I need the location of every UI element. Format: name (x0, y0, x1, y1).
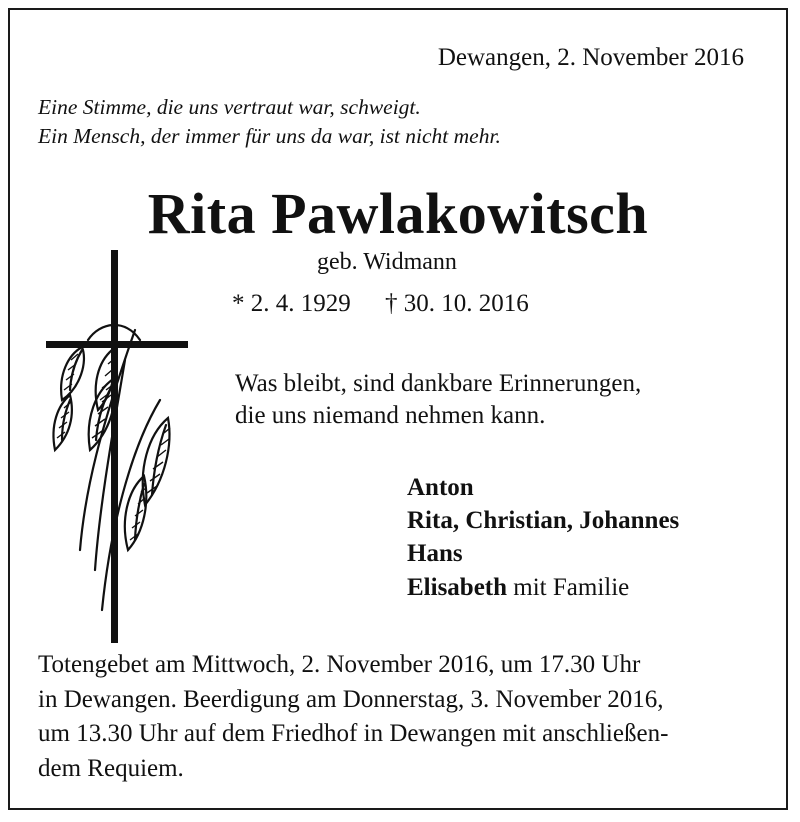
mourner-name: Hans (407, 540, 463, 567)
family-line-1 (407, 474, 474, 502)
mourner-suffix: mit Familie (513, 574, 630, 601)
quote-line-1: Was bleibt, sind dankbare Erinnerungen, (235, 370, 642, 397)
quote-line-2: die uns niemand nehmen kann. (235, 402, 546, 429)
service-line-2: in Dewangen. Beerdigung am Donnerstag, 3. November 2016, (38, 685, 664, 713)
family-line-4 (407, 574, 629, 602)
service-line-4: dem Requiem. (38, 754, 184, 782)
family-line-2 (407, 507, 679, 535)
death-date: † 30. 10. 2016 (385, 290, 529, 317)
verse-line-2: Ein Mensch, der immer für uns da war, ist nicht mehr. (38, 124, 501, 148)
cross-horizontal-beam (46, 341, 188, 348)
service-info (38, 648, 760, 786)
cross-with-wheat-icon (40, 250, 200, 650)
birth-date: * 2. 4. 1929 (232, 290, 351, 317)
life-dates (232, 290, 529, 318)
birth-name: geb. Widmann (317, 249, 457, 275)
mourner-name: Elisabeth (407, 574, 508, 601)
mourner-name: Anton (407, 474, 474, 501)
place-date: Dewangen, 2. November 2016 (437, 44, 744, 71)
obituary-card (8, 8, 788, 810)
cross-vertical-beam (111, 250, 118, 643)
service-line-1: Totengebet am Mittwoch, 2. November 2016, um 17.30 Uhr (38, 651, 641, 678)
mourner-names: Rita, Christian, Johannes (407, 507, 680, 534)
service-line-3: um 13.30 Uhr auf dem Friedhof in Dewangen mit anschließen- (38, 720, 669, 747)
family-line-3 (407, 540, 463, 568)
deceased-name: Rita Pawlakowitsch (147, 181, 649, 246)
verse-line-1: Eine Stimme, die uns vertraut war, schweigt. (38, 95, 421, 119)
